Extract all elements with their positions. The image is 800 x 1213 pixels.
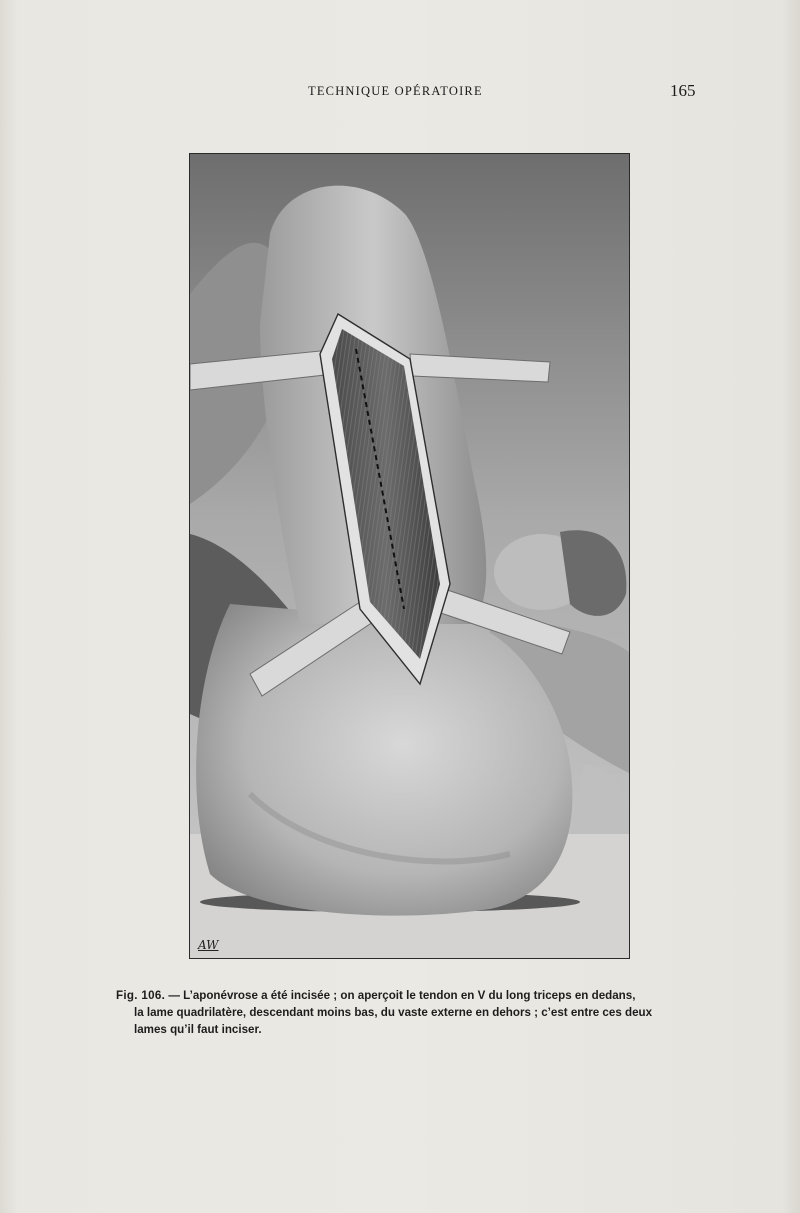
running-title: TECHNIQUE OPÉRATOIRE xyxy=(308,84,483,98)
surgical-illustration xyxy=(189,153,630,959)
caption-text-1: L’aponévrose a été incisée ; on aperçoit le tendon en V du long triceps en dedans, xyxy=(183,989,636,1002)
caption-line-3: lames qu’il faut inciser. xyxy=(134,1023,262,1036)
caption-dash: — xyxy=(168,989,180,1002)
figure-caption xyxy=(116,987,706,1038)
caption-line-1 xyxy=(116,987,706,1004)
running-head xyxy=(0,81,800,104)
page-number: 165 xyxy=(670,81,696,100)
figure-label: Fig. 106. xyxy=(116,989,166,1002)
artist-signature: AW xyxy=(198,938,219,952)
illustration-drawing xyxy=(190,154,630,959)
caption-line-2: la lame quadrilatère, descendant moins bas, du vaste externe en dehors ; c’est entre ces deux xyxy=(134,1006,653,1019)
